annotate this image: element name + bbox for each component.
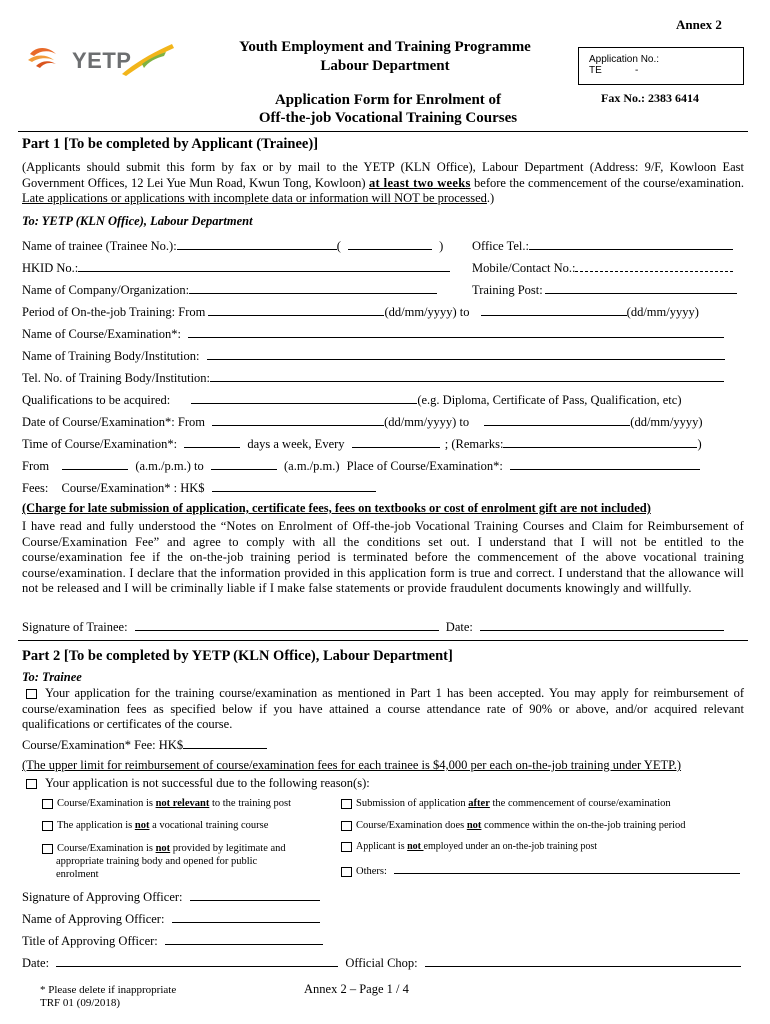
officer-title-label: Title of Approving Officer: (22, 934, 158, 948)
declaration-text: I have read and fully understood the “Notes on Enrolment of Off-the-job Vocational Training Courses and Claim for Reimbursement of Course/Examination Fee” and agree to comply with all the conditions set out. I understand that I will not be entitled to the course/examination fee if the on-the-job training period is terminated before the commencement of the above vocational training course/examination. I declare that the information provided in this application form is true and correct. I understand that the allowance will not be released and I will be criminally liable if I make false statements or provide fraudulent documents knowingly and willfully. (22, 519, 744, 596)
upper-limit-note: (The upper limit for reimbursement of course/examination fees for each trainee is $4,000 per each on-the-job training under YETP.) (22, 758, 682, 772)
yetp-logo (26, 40, 176, 78)
course-date-ddmm-end: (dd/mm/yyyy) (630, 415, 703, 429)
office-tel-label: Office Tel.: (472, 239, 529, 253)
programme-title: Youth Employment and Training Programme (239, 39, 531, 55)
fee-hk-field[interactable] (183, 736, 267, 749)
fees-amount-field[interactable] (212, 479, 376, 492)
reason-not-employed-checkbox[interactable] (341, 842, 352, 852)
remarks-field[interactable] (503, 435, 697, 448)
days-per-week-field[interactable] (184, 435, 240, 448)
fee-hk-label: Course/Examination* Fee: HK$ (22, 738, 184, 752)
reason-not-employed-text-a: Applicant is (356, 841, 408, 852)
qualifications-label: Qualifications to be acquired: (22, 393, 171, 407)
reason-not-relevant-emph: not relevant (155, 798, 210, 809)
reason-not-legitimate-checkbox[interactable] (42, 844, 53, 854)
row-training-post (472, 281, 737, 298)
footer-page: Annex 2 – Page 1 / 4 (304, 982, 409, 996)
accepted-text: Your application for the training course/examination as mentioned in Part 1 has been accepted. You may apply for reimbursement of course/examination fees as specified below if you have attained a course attendance rate of 90% or above, and/or acquired relevant qualifications or certificates of the course. (22, 686, 744, 732)
reason-not-employed (341, 840, 597, 853)
reason-others-label: Others: (356, 866, 387, 877)
reason-outside-period-text-a: Course/Examination does (356, 820, 467, 831)
officer-date-label: Date: (22, 956, 50, 970)
period-ddmm-to: (dd/mm/yyyy) to (384, 305, 470, 319)
ampm-to-label: (a.m./p.m.) to (135, 459, 204, 473)
fax-number: Fax No.: 2383 6414 (601, 91, 699, 105)
office-tel-field[interactable] (529, 237, 733, 250)
trainee-no-open: ( (336, 239, 341, 253)
reason-late-submission-checkbox[interactable] (341, 799, 352, 809)
part2-heading: Part 2 [To be completed by YETP (KLN Office), Labour Department] (22, 648, 453, 664)
fees-course-label: Course/Examination* : HK$ (61, 481, 205, 495)
reason-not-vocational-text-c: a vocational training course (149, 820, 269, 831)
qualifications-field[interactable] (191, 391, 417, 404)
footer-code: TRF 01 (09/2018) (40, 997, 121, 1009)
course-date-ddmm-to: (dd/mm/yyyy) to (384, 415, 470, 429)
form-title-line2: Off-the-job Vocational Training Courses (258, 110, 518, 126)
intro-text-e: .) (486, 191, 495, 206)
trainee-name-field[interactable] (177, 237, 337, 250)
training-post-field[interactable] (545, 281, 737, 294)
reason-late-submission-emph: after (468, 798, 490, 809)
footer-note: * Please delete if inappropriate (40, 984, 177, 996)
row-course-name (22, 325, 724, 342)
row-course-hours (22, 457, 700, 474)
row-hkid (22, 259, 450, 276)
logo-text: YETP (72, 48, 132, 73)
course-name-field[interactable] (188, 325, 724, 338)
reason-others-checkbox[interactable] (341, 867, 352, 877)
annex-label: Annex 2 (676, 17, 722, 32)
reason-not-legitimate-line3: enrolment (56, 869, 99, 880)
officer-signature-label: Signature of Approving Officer: (22, 890, 183, 904)
trainee-date-label: Date: (445, 620, 473, 634)
hkid-field[interactable] (78, 259, 450, 272)
trainee-signature-label: Signature of Trainee: (22, 620, 128, 634)
from-time-field[interactable] (62, 457, 128, 470)
officer-date-field[interactable] (56, 954, 338, 967)
officer-name-label: Name of Approving Officer: (22, 912, 165, 926)
row-training-body (22, 347, 725, 364)
reason-others (341, 864, 740, 878)
reason-not-vocational-emph: not (134, 820, 150, 831)
period-ddmm-end: (dd/mm/yyyy) (626, 305, 699, 319)
reason-outside-period-checkbox[interactable] (341, 821, 352, 831)
place-field[interactable] (510, 457, 700, 470)
row-period (22, 303, 699, 320)
row-course-time (22, 435, 702, 452)
mobile-label: Mobile/Contact No.: (472, 261, 576, 275)
row-fee-hk (22, 736, 267, 753)
to-trainee-line: To: Trainee (22, 670, 82, 684)
remarks-label: ; (Remarks: (444, 437, 504, 451)
reason-not-legitimate-text-a: Course/Examination is (57, 843, 156, 854)
period-to-field[interactable] (481, 303, 627, 316)
training-body-tel-label: Tel. No. of Training Body/Institution: (22, 371, 211, 385)
row-officer-name (22, 910, 320, 927)
application-no-prefix: TE (589, 65, 602, 76)
period-from-field[interactable] (208, 303, 384, 316)
training-post-label: Training Post: (472, 283, 543, 297)
reason-not-relevant-text-a: Course/Examination is (57, 798, 156, 809)
trainee-no-close: ) (439, 239, 444, 253)
trainee-no-field[interactable] (348, 237, 432, 250)
row-fees (22, 479, 376, 496)
days-week-label: days a week, Every (247, 437, 345, 451)
reason-outside-period-emph: not (466, 820, 482, 831)
place-label: Place of Course/Examination*: (346, 459, 503, 473)
training-body-tel-field[interactable] (210, 369, 724, 382)
form-title-line1: Application Form for Enrolment of (274, 92, 502, 108)
fees-label: Fees: (22, 481, 49, 495)
hkid-label: HKID No.: (22, 261, 79, 275)
trainee-date-field[interactable] (480, 618, 724, 631)
to-yetp-line: To: YETP (KLN Office), Labour Department (22, 214, 253, 228)
row-company (22, 281, 437, 298)
officer-signature-field[interactable] (190, 888, 320, 901)
part1-top-rule (18, 131, 748, 132)
row-trainee-signature (22, 618, 724, 635)
training-body-label: Name of Training Body/Institution: (22, 349, 200, 363)
reason-late-submission-text-c: the commencement of course/examination (489, 798, 671, 809)
department-title: Labour Department (320, 58, 450, 74)
row-officer-date (22, 954, 741, 971)
reason-not-relevant-text-c: to the training post (209, 798, 292, 809)
trainee-signature-field[interactable] (135, 618, 439, 631)
accepted-paragraph (22, 686, 744, 733)
reason-not-vocational-checkbox[interactable] (42, 821, 53, 831)
charge-note: (Charge for late submission of application, certificate fees, fees on textbooks or cost of enrolment gift are not included) (22, 501, 651, 515)
course-date-from-field[interactable] (212, 413, 384, 426)
accepted-checkbox[interactable] (26, 689, 37, 699)
reason-outside-period (341, 819, 686, 832)
row-officer-signature (22, 888, 320, 905)
remarks-close: ) (697, 437, 702, 451)
part1-intro (22, 160, 744, 207)
reason-not-legitimate-text-c: provided by legitimate and (170, 843, 286, 854)
row-office-tel (472, 237, 733, 254)
course-date-label: Date of Course/Examination*: From (22, 415, 205, 429)
officer-name-field[interactable] (172, 910, 320, 923)
reason-not-vocational (42, 819, 268, 832)
to-time-field[interactable] (211, 457, 277, 470)
reason-late-submission (341, 797, 671, 810)
row-qualifications (22, 391, 682, 408)
part1-heading: Part 1 [To be completed by Applicant (Trainee)] (22, 136, 319, 152)
reason-not-legitimate-line2: appropriate training body and opened for public (56, 856, 258, 867)
not-successful-checkbox[interactable] (26, 779, 37, 789)
ampm-label: (a.m./p.m.) (283, 459, 340, 473)
reason-not-employed-text-c: employed under an on-the-job training post (423, 841, 598, 852)
company-label: Name of Company/Organization: (22, 283, 190, 297)
reason-not-vocational-text-a: The application is (57, 820, 135, 831)
row-course-date (22, 413, 703, 430)
course-date-to-field[interactable] (484, 413, 630, 426)
application-no-dash: - (635, 65, 639, 76)
course-time-label: Time of Course/Examination*: (22, 437, 178, 451)
qualifications-example: (e.g. Diploma, Certificate of Pass, Qualification, etc) (417, 393, 682, 407)
training-body-field[interactable] (207, 347, 725, 360)
course-name-label: Name of Course/Examination*: (22, 327, 181, 341)
row-training-body-tel (22, 369, 724, 386)
application-no-box[interactable] (578, 47, 744, 85)
intro-text-c: before the commencement of the course/examination. (474, 175, 745, 190)
intro-text-a: (Applicants should submit this form by fax or by mail to the YETP (KLN Office), Labour Department (Address: 9/F, Kowloon East Government Offices, 12 Lei Yue Mun Road, Kwun Tong, Kowloon) (22, 160, 744, 190)
reason-not-legitimate (42, 842, 286, 855)
application-no-label: Application No.: (589, 54, 660, 65)
row-mobile (472, 259, 733, 276)
reason-not-legitimate-emph: not (155, 843, 171, 854)
company-field[interactable] (189, 281, 437, 294)
reason-not-employed-emph: not (407, 841, 424, 852)
mobile-field[interactable] (575, 259, 733, 272)
official-chop-field[interactable] (425, 954, 741, 967)
reason-late-submission-text-a: Submission of application (356, 798, 469, 809)
trainee-name-label: Name of trainee (Trainee No.): (22, 239, 177, 253)
part2-top-rule (18, 640, 748, 641)
period-label: Period of On-the-job Training: From (22, 305, 206, 319)
every-field[interactable] (352, 435, 440, 448)
officer-title-field[interactable] (165, 932, 323, 945)
reason-others-field[interactable] (394, 864, 740, 874)
reason-not-relevant (42, 797, 291, 810)
intro-deadline: at least two weeks (368, 175, 471, 190)
reason-outside-period-text-c: commence within the on-the-job training period (481, 820, 686, 831)
row-officer-title (22, 932, 323, 949)
row-trainee-name (22, 237, 443, 254)
not-successful-text: Your application is not successful due to the following reason(s): (45, 776, 370, 790)
official-chop-label: Official Chop: (345, 956, 418, 970)
from-label: From (22, 459, 50, 473)
intro-late-warning: Late applications or applications with incomplete data or information will NOT be processed (22, 191, 487, 206)
row-not-successful (22, 776, 370, 791)
reason-not-relevant-checkbox[interactable] (42, 799, 53, 809)
